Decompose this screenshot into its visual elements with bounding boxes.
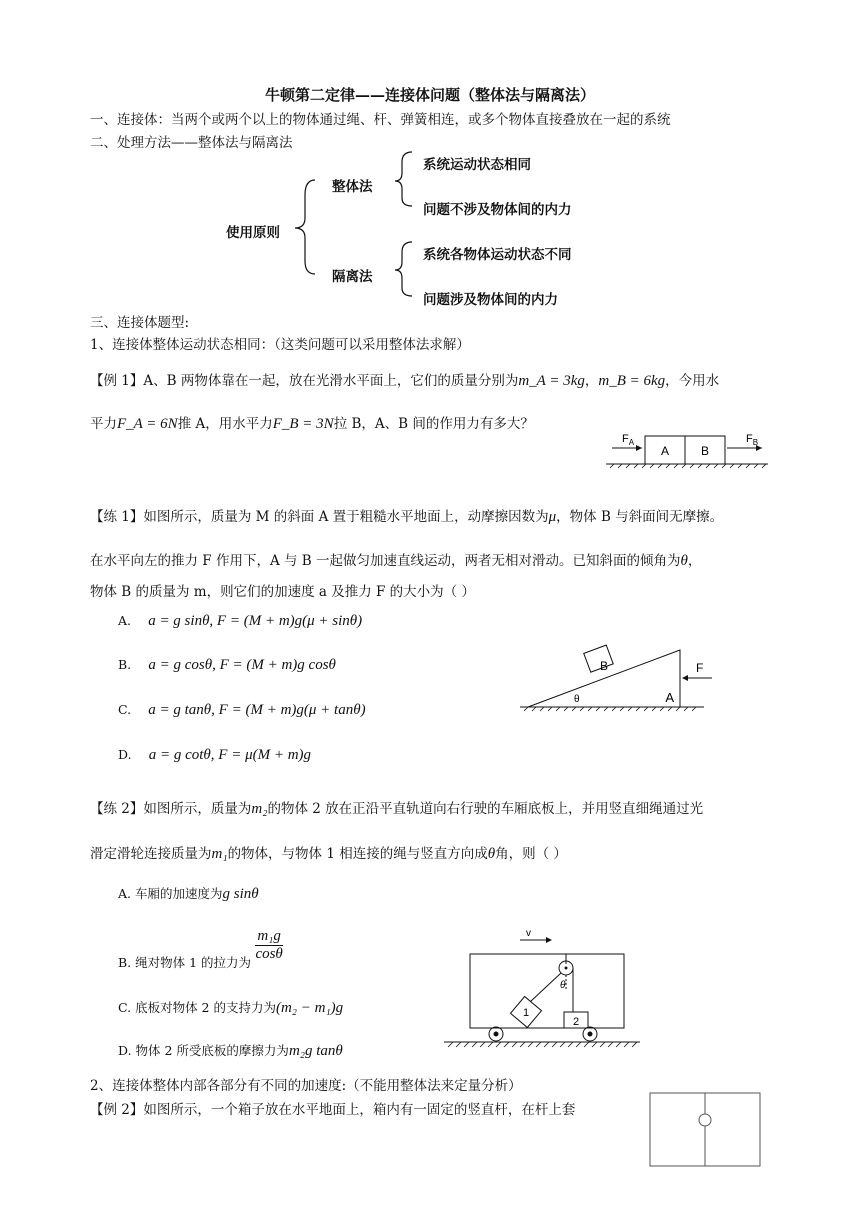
type-2: 2、连接体整体内部各部分有不同的加速度:（不能用整体法来定量分析） — [90, 1078, 522, 1094]
pr1-option-b[interactable]: B. a = g cosθ, F = (M + m)g cosθ — [118, 657, 336, 673]
ex2-line1: 【例 2】如图所示，一个箱子放在水平地面上，箱内有一固定的竖直杆，在杆上套 — [90, 1102, 576, 1118]
svg-text:θ: θ — [574, 694, 580, 705]
svg-text:B: B — [599, 659, 609, 673]
whole-brace — [395, 152, 412, 206]
pr2-option-d[interactable]: D. 物体 2 所受底板的摩擦力为m₂g tanθ — [118, 1043, 343, 1059]
ex1-figure — [602, 428, 772, 474]
pr1-option-c[interactable]: C. a = g tanθ, F = (M + m)g(μ + tanθ) — [118, 702, 366, 718]
block-a-label: A — [660, 444, 670, 458]
method-tree-diagram — [220, 140, 620, 315]
pr1-incline-figure — [516, 642, 716, 718]
block-b-on-incline — [584, 645, 613, 672]
ground-hatch — [610, 464, 766, 468]
svg-text:θ: θ — [560, 980, 566, 991]
ex1-mb: m_B = 6kg — [598, 373, 666, 389]
ex1-line1: 【例 1】A、B 两物体靠在一起，放在光滑水平面上，它们的质量分别为m_A = 3kg，m_B = 6kg，今用水 — [90, 373, 720, 389]
pr1-option-d[interactable]: D. a = g cotθ, F = μ(M + m)g — [118, 747, 312, 763]
block-b-label: B — [700, 444, 710, 458]
ring — [699, 1114, 711, 1126]
tree-iso-1: 系统各物体运动状态不同 — [423, 247, 572, 263]
ex2-box-figure — [648, 1092, 764, 1168]
page-title: 牛顿第二定律——连接体问题（整体法与隔离法） — [264, 86, 595, 104]
svg-text:v: v — [526, 928, 531, 939]
ex1-ma: m_A = 3kg — [518, 373, 585, 389]
svg-text:1: 1 — [522, 1007, 530, 1019]
pr2-option-a[interactable]: A. 车厢的加速度为g sinθ — [118, 886, 259, 902]
pr1-line1: 【练 1】如图所示，质量为 M 的斜面 A 置于粗糙水平地面上，动摩擦因数为μ，物体 B 与斜面间无摩擦。 — [90, 509, 724, 525]
tree-whole-1: 系统运动状态相同 — [423, 157, 531, 173]
tree-root: 使用原则 — [226, 225, 280, 241]
svg-text:2: 2 — [572, 1016, 580, 1028]
pr2-option-b[interactable]: B. 绳对物体 1 的拉力为 $\frac{\text{m₁g}}{\cos\theta}$ — [118, 928, 283, 970]
iso-brace — [395, 242, 412, 296]
tree-iso: 隔离法 — [332, 269, 373, 285]
type-1: 1、连接体整体运动状态相同：（这类问题可以采用整体法求解） — [90, 337, 470, 353]
tree-iso-2: 问题涉及物体间的内力 — [423, 292, 558, 308]
svg-text:A: A — [665, 690, 674, 705]
root-brace — [295, 180, 315, 274]
section-2: 二、处理方法——整体法与隔离法 — [90, 135, 293, 151]
tree-whole-2: 问题不涉及物体间的内力 — [423, 202, 572, 218]
pr1-line2: 在水平向左的推力 F 作用下，A 与 B 一起做匀加速直线运动，两者无相对滑动。已知斜面的倾角为θ， — [90, 553, 702, 569]
pr2-option-c[interactable]: C. 底板对物体 2 的支持力为(m₂ − m₁)g — [118, 1000, 344, 1016]
pr2-carriage-figure — [440, 924, 646, 1056]
tree-whole: 整体法 — [332, 179, 373, 195]
carriage — [470, 954, 624, 1028]
section-3: 三、连接体题型: — [90, 315, 190, 331]
pr2-line2: 滑定滑轮连接质量为m₁的物体，与物体 1 相连接的绳与竖直方向成θ角，则（ ） — [90, 846, 567, 862]
svg-text:F: F — [696, 661, 704, 675]
ex1-fa: F_A = 6N — [117, 416, 178, 432]
fa-label: $F_A$ — [622, 433, 635, 447]
pr1-line3: 物体 B 的质量为 m，则它们的加速度 a 及推力 F 的大小为（ ） — [90, 584, 475, 600]
section-1: 一、连接体：当两个或两个以上的物体通过绳、杆、弹簧相连，或多个物体直接叠放在一起的系统 — [90, 112, 671, 128]
pr1-option-a[interactable]: A. a = g sinθ, F = (M + m)g(μ + sinθ) — [118, 613, 363, 629]
ex1-line2: 平力F_A = 6N推 A，用水平力F_B = 3N拉 B，A、B 间的作用力有多大？ — [90, 416, 534, 432]
fb-label: $F_B$ — [746, 433, 759, 447]
ex1-fb: F_B = 3N — [272, 416, 334, 432]
pr2-line1: 【练 2】如图所示，质量为m₂的物体 2 放在正沿平直轨道向右行驶的车厢底板上，并用竖直细绳通过光 — [90, 801, 704, 817]
